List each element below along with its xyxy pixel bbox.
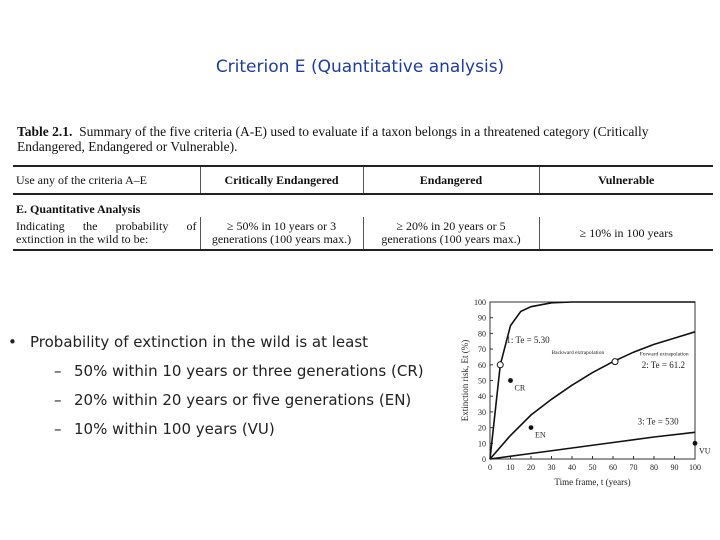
bullet-vu: 10% within 100 years (VU) [74,420,275,438]
cell-vulnerable: ≥ 10% in 100 years [539,217,713,250]
y-tick-label: 80 [478,329,486,339]
series-label: 1: Te = 5.30 [506,334,550,345]
y-tick-label: 40 [478,392,486,402]
extrapolation-marker [612,359,618,365]
x-tick-label: 40 [568,463,576,472]
data-point [529,425,534,430]
annotation-forward: Forward extrapolation [639,351,689,358]
x-tick-label: 60 [609,463,617,472]
bullet-mark: • [8,333,17,351]
list-item [8,357,424,386]
slide-title: Criterion E (Quantitative analysis) [215,57,505,77]
y-tick-label: 10 [478,439,486,449]
table-row [13,217,713,250]
series-label: 2: Te = 61.2 [641,359,685,370]
section-title: E. Quantitative Analysis [16,202,141,216]
x-tick-label: 70 [629,463,638,472]
table-header-row [13,166,713,194]
cell-critically-endangered [200,217,363,250]
section-row [13,194,713,217]
series-label: 3: Te = 530 [637,416,679,427]
table-caption-label: Table 2.1. [17,124,73,139]
list-item [8,386,424,415]
x-axis-label: Time frame, t (years) [554,477,631,487]
data-point [693,441,698,446]
bullet-en: 20% within 20 years or five generations (EN) [74,391,412,409]
cr-line2: generations (100 years max.) [211,232,352,246]
y-tick-label: 90 [478,313,486,323]
x-tick-label: 0 [488,463,492,472]
x-tick-label: 80 [650,463,658,472]
y-tick-label: 30 [478,407,486,417]
point-label: EN [535,430,546,440]
row-description-line2: extinction in the wild to be: [16,232,149,246]
y-tick-label: 70 [478,345,486,355]
y-tick-label: 20 [478,423,486,433]
point-label: CR [514,383,526,393]
dash-mark: – [54,420,62,438]
table-caption-text: Summary of the five criteria (A-E) used to evaluate if a taxon belongs in a threatened category (Critically Endangered, Endangered or Vulnerable). [17,124,649,154]
y-tick-label: 100 [474,298,486,307]
point-label: VU [699,446,711,456]
table-caption [17,124,713,154]
bullet-list [8,328,424,444]
y-axis-label: Extinction risk, Et (%) [460,339,470,422]
series-line [490,432,695,459]
x-tick-label: 90 [670,463,679,472]
cell-endangered [363,217,539,250]
header-vulnerable: Vulnerable [539,166,713,194]
bullet-main-text: Probability of extinction in the wild is at least [30,333,369,351]
cr-line1: ≥ 50% in 10 years or 3 [226,219,337,233]
criteria-table-block [13,124,713,246]
extinction-risk-chart [455,288,711,498]
x-tick-label: 30 [547,463,556,472]
y-tick-label: 0 [482,455,486,464]
x-tick-label: 50 [588,463,597,472]
header-endangered: Endangered [363,166,539,194]
criteria-table [13,165,713,251]
header-critically-endangered: Critically Endangered [200,166,363,194]
x-tick-label: 100 [689,463,701,472]
data-point [508,378,513,383]
annotation-backward: Backward extrapolation [551,349,605,356]
row-description [13,217,200,250]
en-line2: generations (100 years max.) [381,232,521,246]
bullet-cr: 50% within 10 years or three generations (CR) [74,362,424,380]
en-line1: ≥ 20% in 20 years or 5 [396,219,506,233]
extrapolation-marker [497,362,503,368]
x-tick-label: 10 [506,463,515,472]
x-tick-label: 20 [527,463,535,472]
y-tick-label: 50 [478,376,486,386]
list-item [8,415,424,444]
bullet-main [8,328,424,357]
dash-mark: – [54,362,62,380]
y-tick-label: 60 [478,360,486,370]
header-use-criteria: Use any of the criteria A–E [13,166,200,194]
dash-mark: – [54,391,62,409]
row-description-line1: Indicating the probability of [16,219,197,233]
